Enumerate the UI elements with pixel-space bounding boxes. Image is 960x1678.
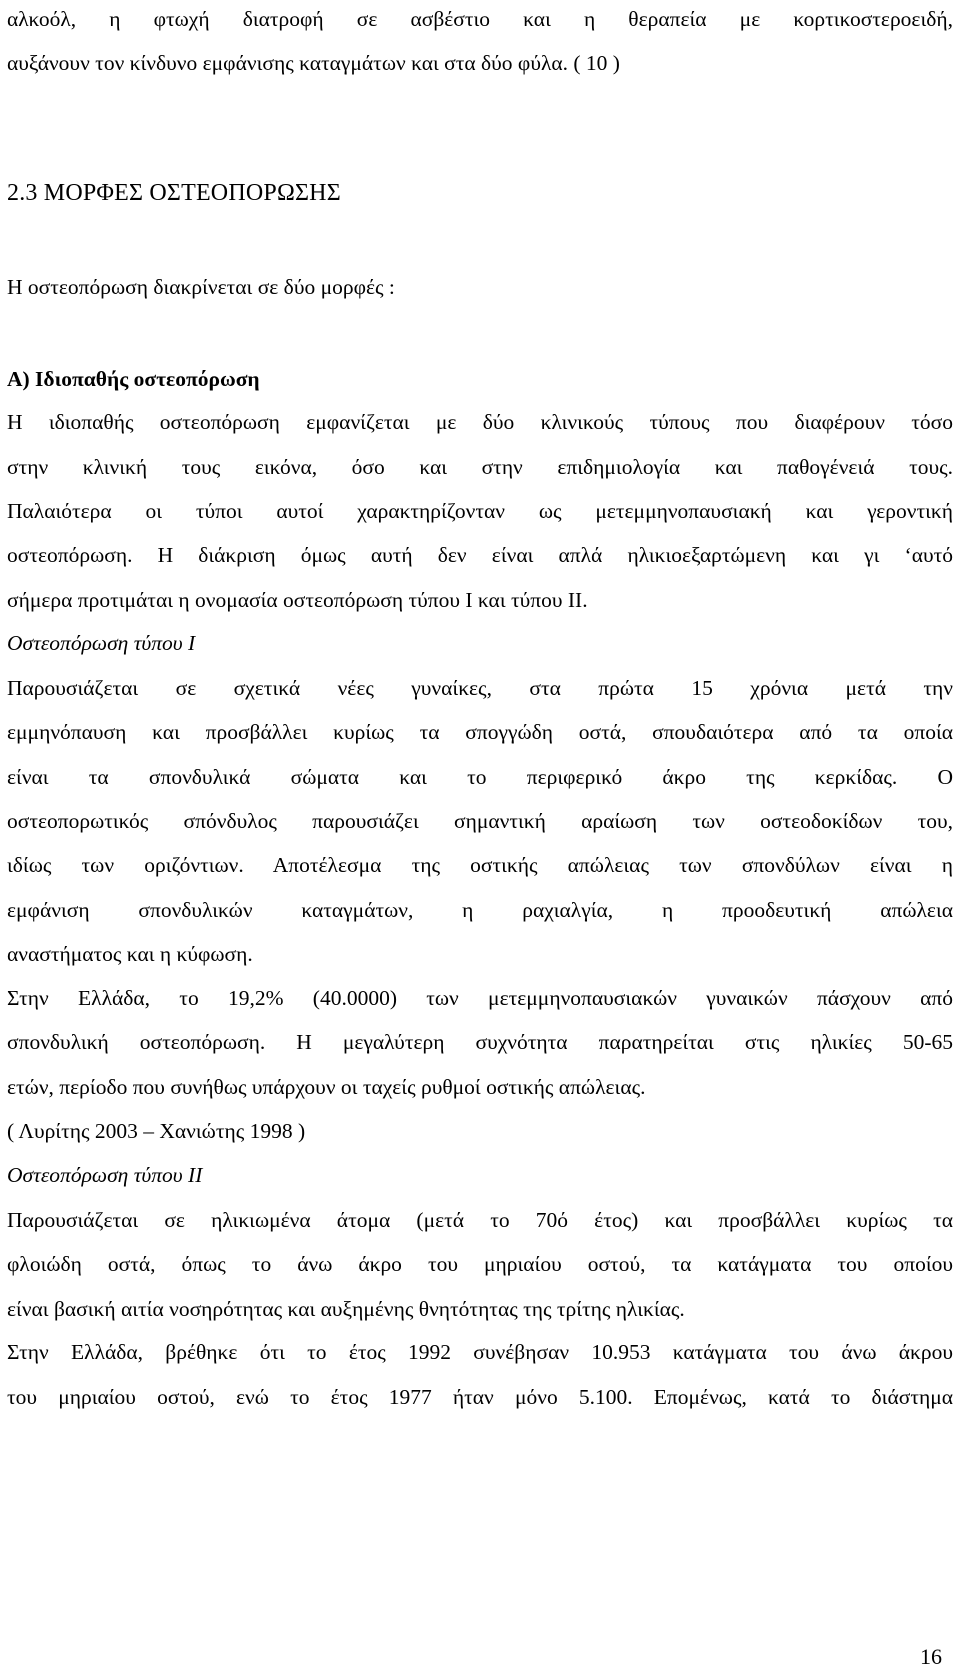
text-line: Στην Ελλάδα, βρέθηκε ότι το έτος 1992 συνέβησαν 10.953 κατάγματα του άνω άκρου: [7, 1340, 953, 1364]
text-line: είναι βασική αιτία νοσηρότητας και αυξημένης θνητότητας της τρίτης ηλικίας.: [7, 1297, 685, 1321]
text-line: Παρουσιάζεται σε σχετικά νέες γυναίκες, στα πρώτα 15 χρόνια μετά την: [7, 676, 953, 700]
text-line: του μηριαίου οστού, ενώ το έτος 1977 ήταν μόνο 5.100. Επομένως, κατά το διάστημα: [7, 1385, 953, 1409]
text-line: Παλαιότερα οι τύποι αυτοί χαρακτηρίζονταν ως μετεμμηνοπαυσιακή και γεροντική: [7, 499, 953, 523]
text-line: Η ιδιοπαθής οστεοπόρωση εμφανίζεται με δύο κλινικούς τύπους που διαφέρουν τόσο: [7, 410, 953, 434]
page-number: 16: [920, 1644, 942, 1669]
text-line: εμμηνόπαυση και προσβάλλει κυρίως τα σπογγώδη οστά, σπουδαιότερα από τα οποία: [7, 720, 953, 744]
citation: ( Λυρίτης 2003 – Χανιώτης 1998 ): [7, 1119, 306, 1143]
text-line: οστεοπορωτικός σπόνδυλος παρουσιάζει σημαντική αραίωση των οστεοδοκίδων του,: [7, 809, 953, 833]
text-line: ιδίως των οριζόντιων. Αποτέλεσμα της οστικής απώλειας των σπονδύλων είναι η: [7, 853, 953, 877]
text-line: εμφάνιση σπονδυλικών καταγμάτων, η ραχιαλγία, η προοδευτική απώλεια: [7, 898, 953, 922]
text-line: αυξάνουν τον κίνδυνο εμφάνισης καταγμάτων και στα δύο φύλα. ( 10 ): [7, 51, 620, 75]
text-line: αναστήματος και η κύφωση.: [7, 942, 253, 966]
text-line: φλοιώδη οστά, όπως το άνω άκρο του μηριαίου οστού, τα κατάγματα του οποίου: [7, 1252, 953, 1276]
text-line: στην κλινική τους εικόνα, όσο και στην επιδημιολογία και παθογένειά τους.: [7, 455, 953, 479]
type-heading: Οστεοπόρωση τύπου Ι: [7, 631, 196, 655]
type-heading: Οστεοπόρωση τύπου ΙΙ: [7, 1163, 203, 1187]
text-line: είναι τα σπονδυλικά σώματα και το περιφερικό άκρο της κερκίδας. Ο: [7, 765, 953, 789]
text-line: Η οστεοπόρωση διακρίνεται σε δύο μορφές :: [7, 275, 395, 299]
text-line: οστεοπόρωση. Η διάκριση όμως αυτή δεν είναι απλά ηλικιοεξαρτώμενη και γι ‘αυτό: [7, 543, 953, 567]
text-line: Στην Ελλάδα, το 19,2% (40.0000) των μετεμμηνοπαυσιακών γυναικών πάσχουν από: [7, 986, 953, 1010]
text-line: σπονδυλική οστεοπόρωση. Η μεγαλύτερη συχνότητα παρατηρείται στις ηλικίες 50-65: [7, 1030, 953, 1054]
section-heading: 2.3 ΜΟΡΦΕΣ ΟΣΤΕΟΠΟΡΩΣΗΣ: [7, 180, 341, 206]
text-line: σήμερα προτιμάται η ονομασία οστεοπόρωση τύπου Ι και τύπου ΙΙ.: [7, 588, 588, 612]
text-line: Παρουσιάζεται σε ηλικιωμένα άτομα (μετά το 70ό έτος) και προσβάλλει κυρίως τα: [7, 1208, 953, 1232]
subsection-heading: Α) Ιδιοπαθής οστεοπόρωση: [7, 367, 260, 391]
text-line: αλκοόλ, η φτωχή διατροφή σε ασβέστιο και η θεραπεία με κορτικοστεροειδή,: [7, 7, 953, 31]
text-line: ετών, περίοδο που συνήθως υπάρχουν οι ταχείς ρυθμοί οστικής απώλειας.: [7, 1075, 646, 1099]
